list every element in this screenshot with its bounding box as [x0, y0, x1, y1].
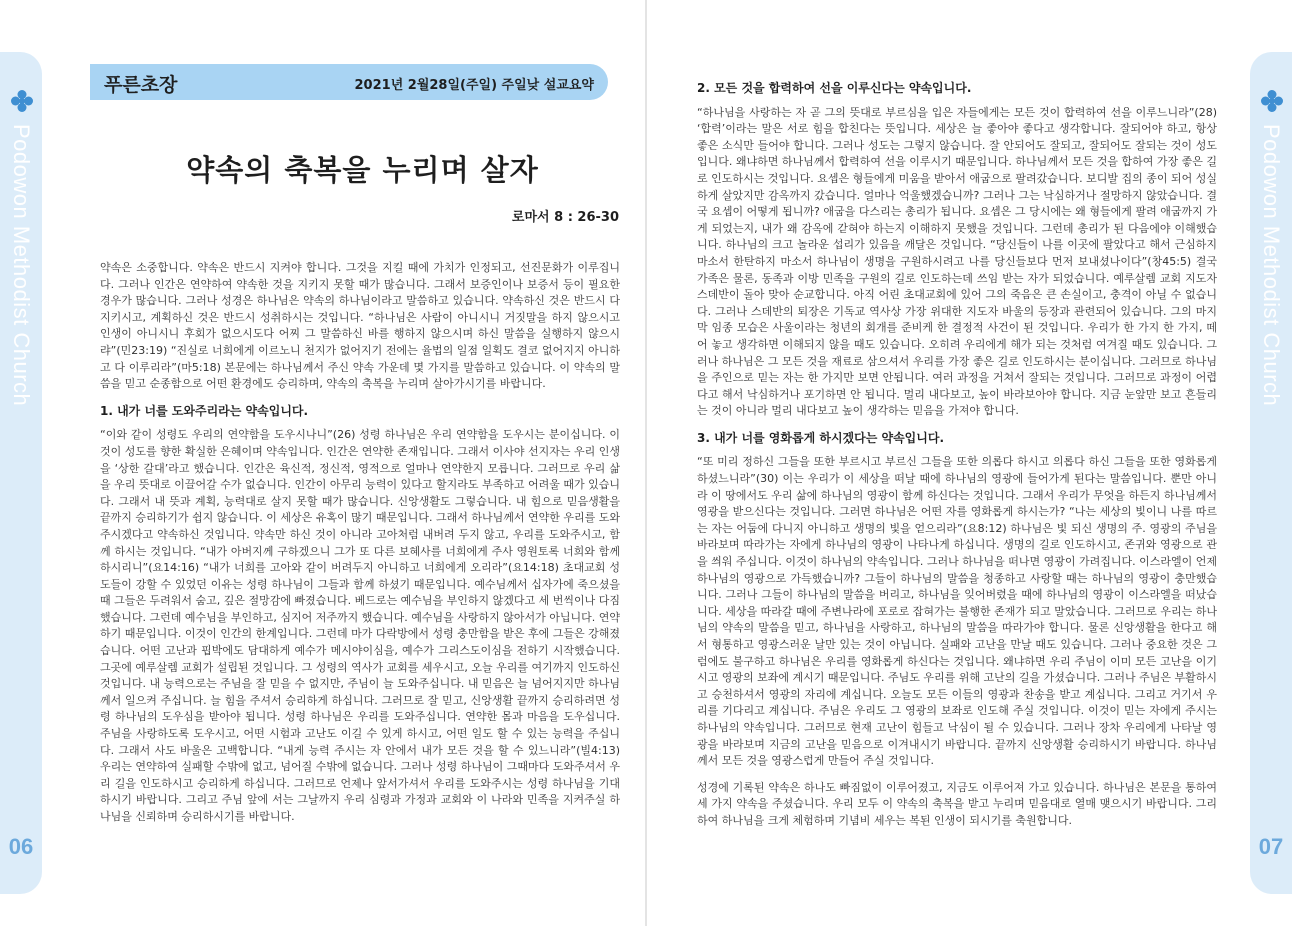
left-side-tab [0, 52, 42, 894]
section-1-heading: 1. 내가 너를 도와주리라는 약속입니다. [100, 403, 309, 418]
clover-icon [1261, 90, 1283, 112]
sermon-date: 2021년 2월28일(주일) 주일낮 설교요약 [354, 78, 594, 93]
section-3-paragraph: “또 미리 정하신 그들을 또한 부르시고 부르신 그들을 또한 의롭다 하시고 의롭다 하신 그들을 또한 영화롭게 하셨느니라”(30) 이는 우리가 이 세상을 떠날 때에 하나님의 영광에 들어가게 된다는 말씀입니다. 뿐만 아니라 이 땅에서도 우리 삶에 하나님의 영광이 함께 하신다는 것입니다. 그래서 우리가 무엇을 하든지 하나님께서 영광을 받으신다는 것입니다. 그러면 하나님은 어떤 자를 영화롭게 하시는가? “나는 세상의 빛이니 나를 따르는 자는 어둠에 다니지 아니하고 생명의 빛을 얻으리라”(요8:12) 하나님은 빛 되신 생명의 주. 영광의 주님을 바라보며 따라가는 자에게 하나님의 영광이 나타나게 하십니다. 생명의 길로 인도하시고, 존귀와 영광으로 관을 씌워 주십니다. 이것이 하나님의 약속입니다. 그러나 하나님을 떠나면 영광이 가려집니다. 이스라엘이 언제 하나님의 영광으로 가득했습니까? 그들이 하나님의 말씀을 청종하고 사랑할 때는 하나님의 영광이 충만했습니다. 그러나 그들이 하나님의 말씀을 버리고, 하나님을 잊어버렸을 때에 하나님의 영광이 이스라엘을 떠났습니다. 세상을 따라갈 때에 주변나라에 포로로 잡혀가는 불행한 존재가 되고 말았습니다. 그러므로 우리는 하나님의 약속의 말씀을 믿고, 하나님을 사랑하고, 하나님의 말씀을 따라가야 합니다. 물론 신앙생활을 한다고 해서 형통하고 영광스러운 날만 있는 것이 아닙니다. 실패와 고난을 만날 때도 있습니다. 그러나 중요한 것은 그럼에도 불구하고 하나님은 우리를 영화롭게 하신다는 것입니다. 왜냐하면 우리 주님이 이미 모든 고난을 이기시고 영광의 보좌에 계시기 때문입니다. 주님도 우리를 위해 고난의 길을 가셨습니다. 그러나 주님은 부활하시고 승천하셔서 영광의 자리에 계십니다. 오늘도 모든 이들의 영광과 찬송을 받고 계십니다. 그리고 거기서 우리를 기다리고 계십니다. 주님은 우리도 그 영광의 보좌로 인도해 주실 것입니다. 이것이 믿는 자에게 주시는 하나님의 약속입니다. 그러므로 현재 고난이 힘들고 낙심이 될 수 있습니다. 그러나 장차 우리에게 나타날 영광을 바라보며 지금의 고난을 믿음으로 이겨내시기 바랍니다. 끝까지 신앙생활 승리하시기 바랍니다. 하나님께서 모든 것을 영광스럽게 만들어 주실 것입니다. [697, 455, 1217, 768]
scripture-reference: 로마서 8 : 26-30 [511, 210, 619, 225]
church-name-vertical: Podowon Methodist Church [9, 124, 34, 407]
section-2-heading: 2. 모든 것을 합력하여 선을 이루신다는 약속입니다. [697, 81, 972, 95]
left-page [0, 0, 645, 926]
page-number: 06 [8, 834, 34, 859]
page-number: 07 [1258, 834, 1284, 859]
left-body-text [100, 260, 620, 836]
section-3-heading: 3. 내가 너를 영화롭게 하시겠다는 약속입니다. [697, 430, 945, 445]
right-side-tab [1250, 52, 1292, 894]
church-name-vertical: Podowon Methodist Church [1259, 124, 1284, 407]
section-2-paragraph: “하나님을 사랑하는 자 곧 그의 뜻대로 부르심을 입은 자들에게는 모든 것이 합력하여 선을 이루느니라”(28) ‘합력’이라는 말은 서로 힘을 합친다는 뜻입니다. 세상은 늘 좋아야 좋다고 생각합니다. 잘되어야 하고, 항상 좋은 소식만 들어야 합니다. 그러나 성도는 그렇지 않습니다. 잘 안되어도 잘되고, 잘되어도 잘되는 것이 성도입니다. 왜냐하면 하나님께서 합력하여 선을 이루시기 때문입니다. 하나님께서 모든 것을 합하여 가장 좋은 길로 인도하시는 것입니다. 요셉은 형들에게 미움을 받아서 애굽으로 팔려갔습니다. 보디발 집의 종이 되어 성실하게 살았지만 감옥까지 갔습니다. 얼마나 억울했겠습니까? 그러나 그는 낙심하거나 절망하지 않았습니다. 결국 요셉이 어떻게 됩니까? 애굽을 다스리는 총리가 됩니다. 요셉은 그 당시에는 왜 형들에게 팔려 애굽까지 가게 되었는지, 내가 왜 감옥에 갇혀야 하는지 이해하지 못했을 것입니다. 그런데 총리가 된 다음에야 이해했습니다. 하나님의 크고 놀라운 섭리가 있음을 깨달은 것입니다. “당신들이 나를 이곳에 팔았다고 해서 근심하지 마소서 한탄하지 마소서 하나님이 생명을 구원하시려고 나를 당신들보다 먼저 보내셨나이다”(창45:5) 결국 가족은 물론, 동족과 이방 민족을 구원의 길로 인도하는데 쓰임 받는 자가 되었습니다. 예루살렘 교회 지도자 스데반이 돌아 맞아 순교합니다. 아직 어린 초대교회에 있어 그의 죽음은 큰 손실이고, 충격이 아닐 수 없습니다. 그러나 스데반의 퇴장은 기독교 역사상 가장 위대한 지도자 바울의 등장과 관련되어 있습니다. 그의 마지막 임종 모습은 사울이라는 청년의 회개를 준비케 한 결정적 사건이 된 것입니다. 우리가 한 가지 한 가지, 떼어 놓고 생각하면 이해되지 않을 때도 있습니다. 오히려 우리에게 해가 되는 것처럼 여겨질 때도 있습니다. 그러나 하나님은 그 모든 것을 재료로 삼으셔서 우리를 가장 좋은 길로 인도하시는 분이십니다. 그러므로 하나님을 주인으로 믿는 자는 한 가지만 보면 안됩니다. 여러 과정을 거쳐서 잘되는 것입니다. 그러므로 과정이 어렵다고 해서 낙심하거나 포기하면 안 됩니다. 멀리 내다보고, 높이 바라보아야 합니다. 지금 눈앞만 보고 흔들리는 것이 아니라 멀리 내다보고 높이 생각하는 믿음을 가져야 합니다. [697, 105, 1217, 418]
section-1-paragraph: “이와 같이 성령도 우리의 연약함을 도우시나니”(26) 성령 하나님은 우리 연약함을 도우시는 분이십니다. 이것이 성도를 향한 확실한 은혜이며 약속입니다. 인간은 연약한 존재입니다. 그래서 이사야 선지자는 우리 인생을 ‘상한 갈대’라고 했습니다. 인간은 육신적, 정신적, 영적으로 얼마나 연약한지 모릅니다. 그러므로 우리 삶을 우리 뜻대로 이끌어갈 수가 없습니다. 인간이 아무리 능력이 있다고 할지라도 부족하고 어려울 때가 있습니다. 그래서 내 뜻과 계획, 능력대로 살지 못할 때가 많습니다. 신앙생활도 그렇습니다. 내 힘으로 믿음생활을 끝까지 승리하기가 쉽지 않습니다. 이 세상은 유혹이 많기 때문입니다. 그래서 하나님께서 연약한 우리를 도와주시겠다고 약속하신 것입니다. 약속만 하신 것이 아니라 고아처럼 내버려 두지 않고, 우리를 도와주시고, 함께 하시는 것입니다. “내가 아버지께 구하겠으니 그가 또 다른 보혜사를 너희에게 주사 영원토록 너희와 함께 하시리니”(요14:16) “내가 너희를 고아와 같이 버려두지 아니하고 너희에게 오리라”(요14:18) 초대교회 성도들이 강할 수 있었던 이유는 성령 하나님이 그들과 함께 하셨기 때문입니다. 예수님께서 십자가에 죽으셨을 때 그들은 두려워서 숨고, 깊은 절망감에 빠졌습니다. 베드로는 예수님을 부인하지 않겠다고 세 번씩이나 다짐했습니다. 그런데 예수님을 부인하고, 심지어 저주까지 했습니다. 예수님을 사랑하지 않아서가 아닙니다. 연약하기 때문입니다. 이것이 인간의 한계입니다. 그런데 마가 다락방에서 성령 충만함을 받은 후에 그들은 강해졌습니다. 어떤 고난과 핍박에도 담대하게 예수가 메시야이심을, 예수가 그리스도이심을 전하기 시작했습니다. 그곳에 예루살렘 교회가 설립된 것입니다. 그 성령의 역사가 교회를 세우시고, 오늘 우리를 여기까지 인도하신 것입니다. 내 능력으로는 주님을 잘 믿을 수 없지만, 주님이 늘 도와주십니다. 내 믿음은 늘 넘어지지만 하나님께서 일으켜 주십니다. 늘 힘을 주셔서 승리하게 하십니다. 그러므로 잘 믿고, 신앙생활 끝까지 승리하려면 성령 하나님의 도우심을 받아야 됩니다. 성령 하나님은 우리를 도와주십니다. 연약한 몸과 마음을 도우십니다. 주님을 사랑하도록 도우시고, 어떤 시험과 고난도 이길 수 있게 하시고, 어떤 일도 할 수 있는 능력을 주십니다. 그래서 사도 바울은 고백합니다. “내게 능력 주시는 자 안에서 내가 모든 것을 할 수 있느니라”(빌4:13) 우리는 연약하여 실패할 수밖에 없고, 넘어질 수밖에 없습니다. 그러나 성령 하나님이 그때마다 도와주셔서 우리 길을 인도하시고 승리하게 하십니다. 그러므로 언제나 앞서가셔서 우리를 도와주시는 성령 하나님을 기대하시기 바랍니다. 그리고 주님 앞에 서는 그날까지 우리 심령과 가정과 교회와 이 나라와 민족을 지켜주실 하나님을 신뢰하며 승리하시기를 바랍니다. [100, 428, 620, 823]
sermon-header-bar [90, 64, 608, 100]
intro-paragraph: 약속은 소중합니다. 약속은 반드시 지켜야 합니다. 그것을 지킬 때에 가치가 인정되고, 선진문화가 이루집니다. 그러나 인간은 연약하여 약속한 것을 지키지 못할 때가 많습니다. 그래서 보증인이나 보증서 등이 필요한 경우가 많습니다. 그러나 성경은 하나님은 약속의 하나님이라고 말씀하고 있습니다. 약속하신 것은 반드시 다 지키시고, 계획하신 것은 반드시 성취하시는 것입니다. “하나님은 사람이 아니시니 거짓말을 하지 않으시고 인생이 아니시니 후회가 없으시도다 어찌 그 말씀하신 바를 행하지 않으시며 하신 말씀을 실행하지 않으시랴”(민23:19) “진실로 너희에게 이르노니 천지가 없어지기 전에는 율법의 일점 일획도 결코 없어지지 아니하고 다 이루리라”(마5:18) 본문에는 하나님께서 주신 약속 가운데 몇 가지를 말씀하고 있습니다. 이 약속의 말씀을 믿고 순종함으로 어떤 환경에도 승리하며, 약속의 축복을 누리며 살아가시기를 바랍니다. [100, 261, 620, 391]
sermon-title: 약속의 축복을 누리며 살자 [186, 153, 539, 187]
series-title: 푸른초장 [104, 74, 178, 96]
clover-icon [11, 90, 33, 112]
right-page [647, 0, 1292, 926]
conclusion-paragraph: 성경에 기록된 약속은 하나도 빠짐없이 이루어졌고, 지금도 이루어져 가고 있습니다. 하나님은 본문을 통하여 세 가지 약속을 주셨습니다. 우리 모두 이 약속의 축복을 받고 누리며 믿음대로 열매 맺으시기 바랍니다. 그리하여 하나님을 크게 체험하며 기념비 세우는 복된 인생이 되시기를 축원합니다. [697, 780, 1217, 827]
right-body-text [697, 76, 1217, 840]
